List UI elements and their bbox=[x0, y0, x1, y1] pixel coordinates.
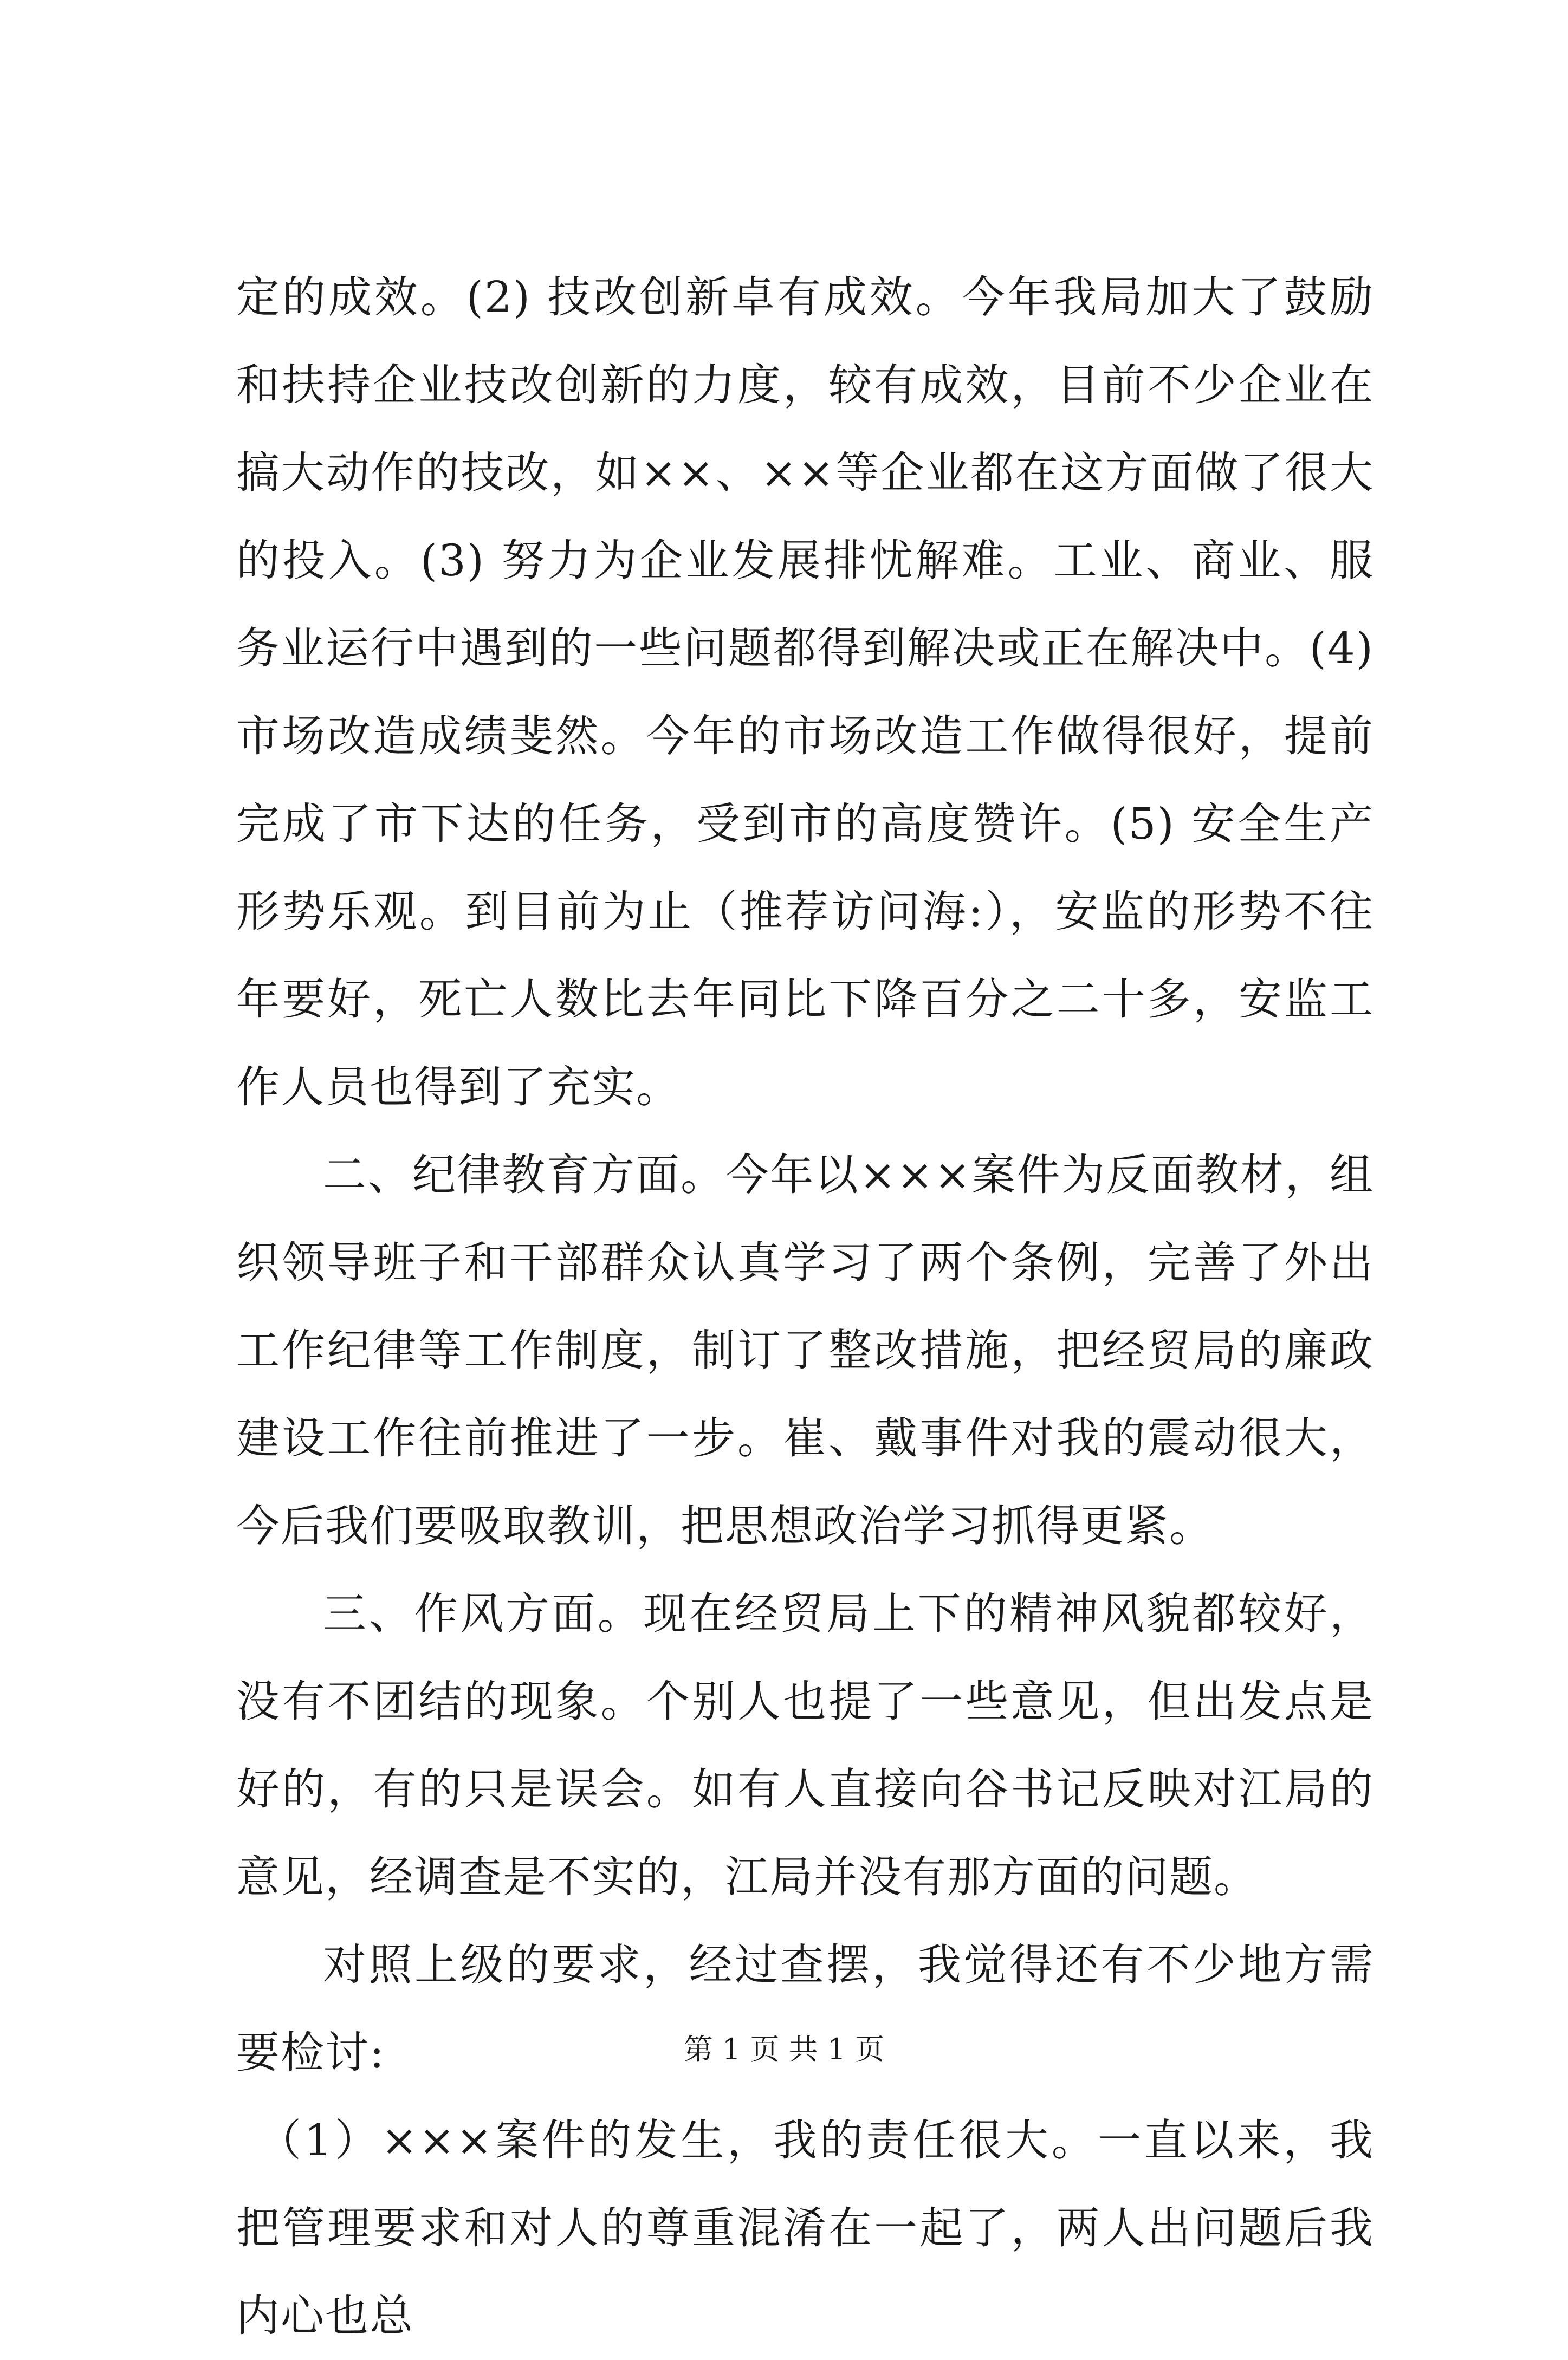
page-footer: 第 1 页 共 1 页 bbox=[683, 2032, 885, 2066]
paragraph-review-item-1: （1）×××案件的发生，我的责任很大。一直以来，我把管理要求和对人的尊重混淆在一起了，两人出问题后我内心也总 bbox=[236, 2115, 1374, 2341]
paragraph-continuation: 定的成效。(2) 技改创新卓有成效。今年我局加大了鼓励和扶持企业技改创新的力度，较有成效，目前不少企业在搞大动作的技改，如××、××等企业都在这方面做了很大的投入。(3) 努力为企业发展排忧解难。工业、商业、服务业运行中遇到的一些问题都得到解决或正在解决中。(4) 市场改造成绩斐然。今年的市场改造工作做得很好，提前完成了市下达的任务，受到市的高度赞许。(5) 安全生产形势乐观。到目前为止（推荐访问海:），安监的形势不往年要好，死亡人数比去年同比下降百分之二十多，安监工作人员也得到了充实。 bbox=[236, 272, 1374, 1112]
paragraph-self-review-intro: 对照上级的要求，经过查摆，我觉得还有不少地方需要检讨: bbox=[236, 1940, 1374, 2078]
paragraph-discipline-education: 二、纪律教育方面。今年以×××案件为反面教材，组织领导班子和干部群众认真学习了两个条例，完善了外出工作纪律等工作制度，制订了整改措施，把经贸局的廉政建设工作往前推进了一步。崔、戴事件对我的震动很大，今后我们要吸取教训，把思想政治学习抓得更紧。 bbox=[236, 1150, 1374, 1551]
paragraph-work-style: 三、作风方面。现在经贸局上下的精神风貌都较好，没有不团结的现象。个别人也提了一些意见，但出发点是好的，有的只是误会。如有人直接向谷书记反映对江局的意见，经调查是不实的，江局并没有那方面的问题。 bbox=[236, 1589, 1374, 1902]
